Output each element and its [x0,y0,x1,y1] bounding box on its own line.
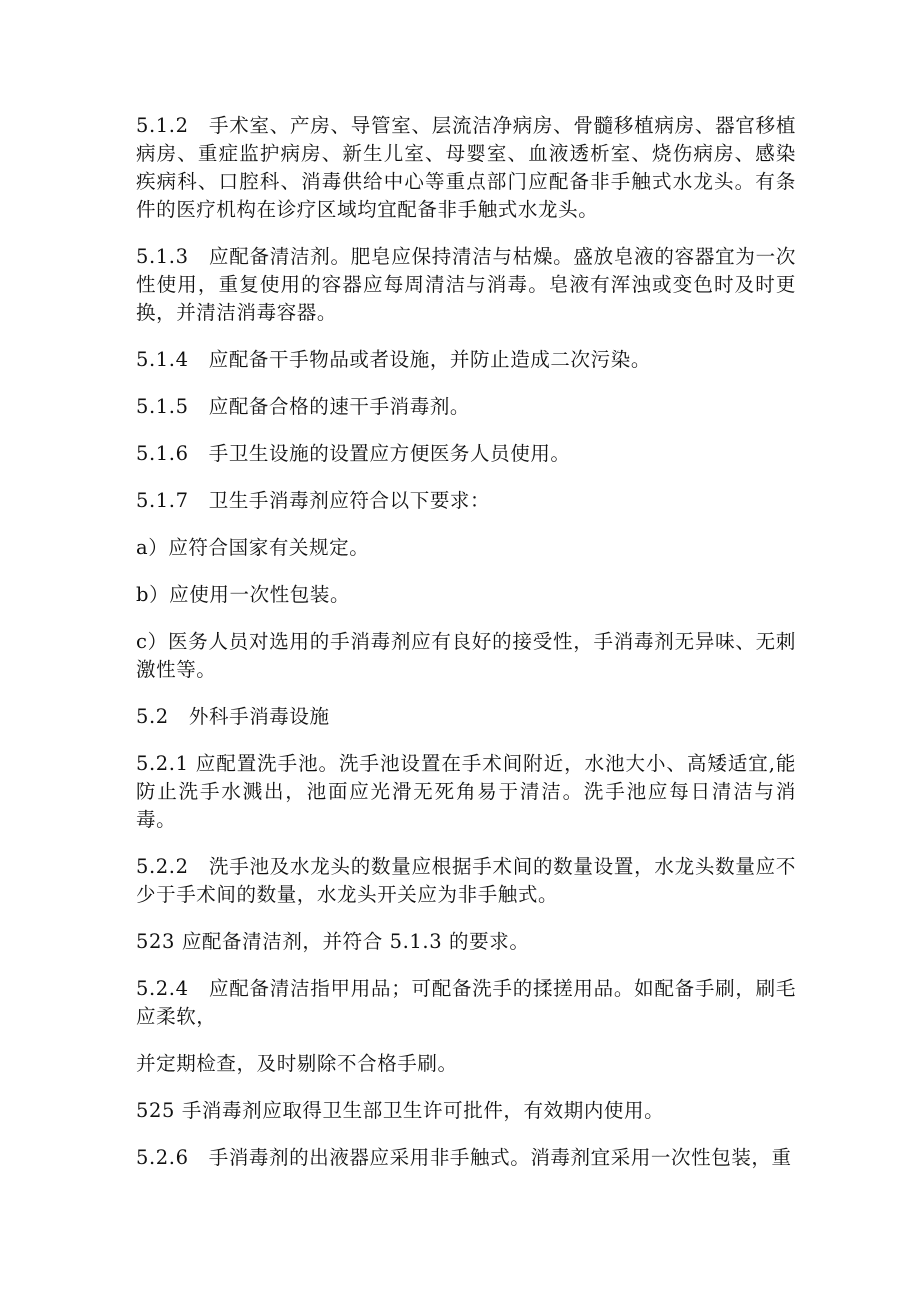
document-body [136,112,796,1191]
list-item-a: a）应符合国家有关规定。 [136,536,370,559]
paragraph-5-1-7: 5.1.7 卫生手消毒剂应符合以下要求： [136,489,491,512]
paragraph-5-2-2: 5.2.2 洗手池及水龙头的数量应根据手术间的数量设置，水龙头数量应不少于手术间的数量，水龙头开关应为非手触式。 [136,855,796,906]
paragraph-5-2-3: 523 应配备清洁剂，并符合 5.1.3 的要求。 [136,930,530,953]
paragraph-5-1-2: 5.1.2 手术室、产房、导管室、层流洁净病房、骨髓移植病房、器官移植病房、重症监护病房、新生儿室、母婴室、血液透析室、烧伤病房、感染疾病科、口腔科、消毒供给中心等重点部门应配备非手触式水龙头。有条件的医疗机构在诊疗区域均宜配备非手触式水龙头。 [136,114,796,221]
paragraph-5-2-5: 525 手消毒剂应取得卫生部卫生许可批件，有效期内使用。 [136,1099,665,1122]
paragraph-5-1-4: 5.1.4 应配备干手物品或者设施，并防止造成二次污染。 [136,348,651,371]
paragraph-5-1-3: 5.1.3 应配备清洁剂。肥皂应保持清洁与枯燥。盛放皂液的容器宜为一次性使用，重复使用的容器应每周清洁与消毒。皂液有浑浊或变色时及时更换，并清洁消毒容器。 [136,245,796,324]
paragraph-5-2-1: 5.2.1 应配置洗手池。洗手池设置在手术间附近，水池大小、高矮适宜,能防止洗手水溅出，池面应光滑无死角易于清洁。洗手池应每日清洁与消毒。 [136,752,796,831]
list-item-b: b）应使用一次性包装。 [136,583,351,606]
paragraph-5-2-4: 5.2.4 应配备清洁指甲用品；可配备洗手的揉搓用品。如配备手刷，刷毛应柔软， [136,977,796,1028]
paragraph-5-2-4-continued: 并定期检查，及时剔除不合格手刷。 [136,1052,458,1075]
paragraph-5-2-6: 5.2.6 手消毒剂的出液器应采用非手触式。消毒剂宜采用一次性包装，重 [136,1146,792,1169]
section-heading-5-2: 5.2 外科手消毒设施 [136,705,330,728]
paragraph-5-1-6: 5.1.6 手卫生设施的设置应方便医务人员使用。 [136,442,571,465]
paragraph-5-1-5: 5.1.5 应配备合格的速干手消毒剂。 [136,395,471,418]
list-item-c: c）医务人员对选用的手消毒剂应有良好的接受性，手消毒剂无异味、无刺激性等。 [136,630,796,681]
